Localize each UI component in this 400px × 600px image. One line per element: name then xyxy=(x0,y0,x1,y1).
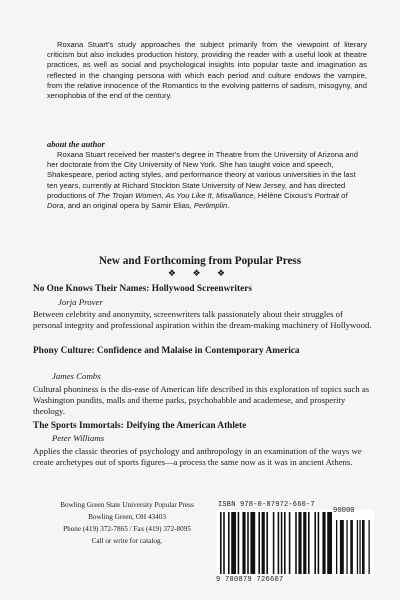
about-sep-1: , xyxy=(161,190,166,200)
about-sep-3: , Hélène Cixous's xyxy=(253,190,315,200)
book-author: Jorja Prover xyxy=(58,297,103,307)
intro-paragraph: Roxana Stuart's study approaches the subject primarily from the viewpoint of literary criticism but also includes production history, providing the reader with a useful look at theatre practices, as well as social and psychological insights into popular taste and imagination as reflected in the changing persona with which each period and culture endows the vampire, from the relative innocence of the Romantics to the evolving patterns of sadism, misogyny, and xenophobia of the end of the century. xyxy=(47,40,367,101)
book-description: Cultural phoniness is the dis-ease of American life described in this exploration of topics such as Washington pundits, malls and theme parks, psychobabble and academese, and prosperity theology. xyxy=(33,384,370,416)
book-title: No One Knows Their Names: Hollywood Screenwriters xyxy=(33,284,252,294)
about-author-text xyxy=(47,150,367,211)
about-end: . xyxy=(227,201,230,211)
isbn-label: ISBN 978-0-87972-660-7 xyxy=(218,501,315,509)
about-text-1: Roxana Stuart received her master's degree in Theatre from the University of Arizona and her doctorate from the City University of New York. She has taught voice and speech, Shakespeare, period acting styles, and performance theory at various universities in the last ten years, currently at Richard Stockton State University of New Jersey, and has directed productions of xyxy=(47,150,358,200)
book-title: The Sports Immortals: Deifying the American Athlete xyxy=(33,421,247,431)
play-title-5: Perlimplin xyxy=(193,201,228,211)
about-author-heading: about the author xyxy=(47,140,105,149)
about-sep-4: , and an original opera by Samir Elias, xyxy=(63,201,194,211)
publisher-info xyxy=(52,499,202,547)
publisher-catalog: Call or write for catalog. xyxy=(91,537,163,545)
barcode xyxy=(216,510,374,576)
about-sep-2: , xyxy=(211,190,217,200)
ornament-divider: ❖ ❖ ❖ xyxy=(167,268,233,278)
book-description: Between celebrity and anonymity, screenwriters talk passionately about their struggles of personal integrity and professional aspiration within the dream-making machinery of Hollywood. xyxy=(33,309,372,330)
barcode-graphic xyxy=(216,510,374,576)
publisher-phone: Phone (419) 372-7865 / Fax (419) 372-8095 xyxy=(63,525,191,533)
barcode-number: 9 780879 726607 xyxy=(216,576,284,584)
book-description: Applies the classic theories of psychology and anthropology in an examination of the ways we create archetypes out of sports figures—a process the same now as it was in ancient Athens. xyxy=(33,446,362,467)
play-title-3: Misalliance xyxy=(216,190,254,200)
play-title-2: As You Like It xyxy=(165,190,212,200)
forthcoming-heading: New and Forthcoming from Popular Press xyxy=(98,255,302,267)
book-title: Phony Culture: Confidence and Malaise in Contemporary America xyxy=(33,346,300,356)
publisher-city: Bowling Green, OH 43403 xyxy=(88,513,166,521)
barcode-addon: 90000 xyxy=(333,507,355,515)
book-author: Peter Williams xyxy=(52,433,105,443)
publisher-name: Bowling Green State University Popular Press xyxy=(60,501,194,509)
book-author: James Combs xyxy=(52,371,101,381)
play-title-1: The Trojan Women xyxy=(96,190,162,200)
play-title-4: Portrait of Dora xyxy=(47,190,348,211)
